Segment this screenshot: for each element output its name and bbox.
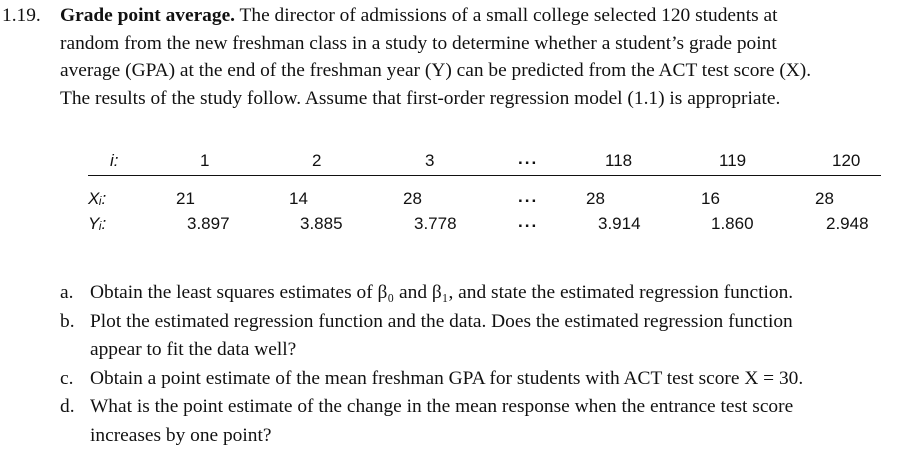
- table-header-label: i:: [110, 151, 119, 170]
- table-y-cell: 3.897: [187, 214, 230, 233]
- table-header-rule: [88, 175, 881, 176]
- table-header-cell: 2: [312, 151, 322, 170]
- part-text-line: Obtain the least squares estimates of β₀ and β₁, and state the estimated regression function.: [90, 282, 794, 303]
- intro-line-1: The director of admissions of a small college selected 120 students at: [239, 5, 778, 26]
- table-x-cell: 28: [586, 189, 605, 208]
- part-c: [60, 365, 922, 394]
- table-x-cell: 14: [289, 189, 308, 208]
- table-y-label: Yᵢ:: [88, 214, 107, 233]
- table-y-cell: 1.860: [711, 214, 754, 233]
- problem-number: 1.19.: [2, 5, 41, 26]
- table-y-cell: 3.885: [300, 214, 343, 233]
- table-y-ellipsis: ...: [518, 212, 539, 231]
- data-table: [88, 141, 888, 241]
- part-text-line: increases by one point?: [90, 424, 272, 446]
- table-header-cell: 118: [605, 151, 633, 170]
- problem-intro: [2, 2, 922, 112]
- table-y-cell: 3.914: [598, 214, 641, 233]
- part-d: [60, 393, 922, 450]
- table-x-ellipsis: ...: [518, 187, 539, 206]
- part-letter: d.: [60, 396, 75, 417]
- part-text-line: Obtain a point estimate of the mean freshman GPA for students with ACT test score X = 30.: [90, 367, 804, 389]
- table-y-cell: 3.778: [414, 214, 457, 233]
- intro-line-3: average (GPA) at the end of the freshman year (Y) can be predicted from the ACT test score (X).: [60, 60, 812, 82]
- table-x-cell: 21: [176, 189, 195, 208]
- table-header-cell: 3: [425, 151, 435, 170]
- table-header-ellipsis: ...: [518, 149, 539, 168]
- table-x-label: Xᵢ:: [88, 189, 107, 208]
- part-text-line: Plot the estimated regression function and the data. Does the estimated regression function: [90, 310, 793, 332]
- part-a: [60, 279, 922, 308]
- table-x-cell: 16: [701, 189, 720, 208]
- problem-title: Grade point average.: [60, 5, 236, 26]
- question-parts: [60, 279, 922, 450]
- part-letter: b.: [60, 310, 75, 332]
- part-text-line: appear to fit the data well?: [90, 339, 297, 360]
- part-text-line: What is the point estimate of the change in the mean response when the entrance test score: [90, 396, 794, 417]
- part-letter: a.: [60, 282, 74, 303]
- intro-first-line: [2, 2, 922, 30]
- table-header-cell: 119: [719, 151, 747, 170]
- part-b: [60, 308, 922, 365]
- table-header-cell: 120: [832, 151, 861, 170]
- table-y-cell: 2.948: [826, 214, 869, 233]
- intro-line-4: The results of the study follow. Assume that first-order regression model (1.1) is appropriate.: [60, 87, 781, 109]
- table-x-cell: 28: [403, 189, 422, 208]
- table-x-cell: 28: [815, 189, 834, 208]
- intro-line-2: random from the new freshman class in a study to determine whether a student’s grade point: [60, 32, 777, 54]
- table-header-cell: 1: [200, 151, 210, 170]
- part-letter: c.: [60, 367, 74, 389]
